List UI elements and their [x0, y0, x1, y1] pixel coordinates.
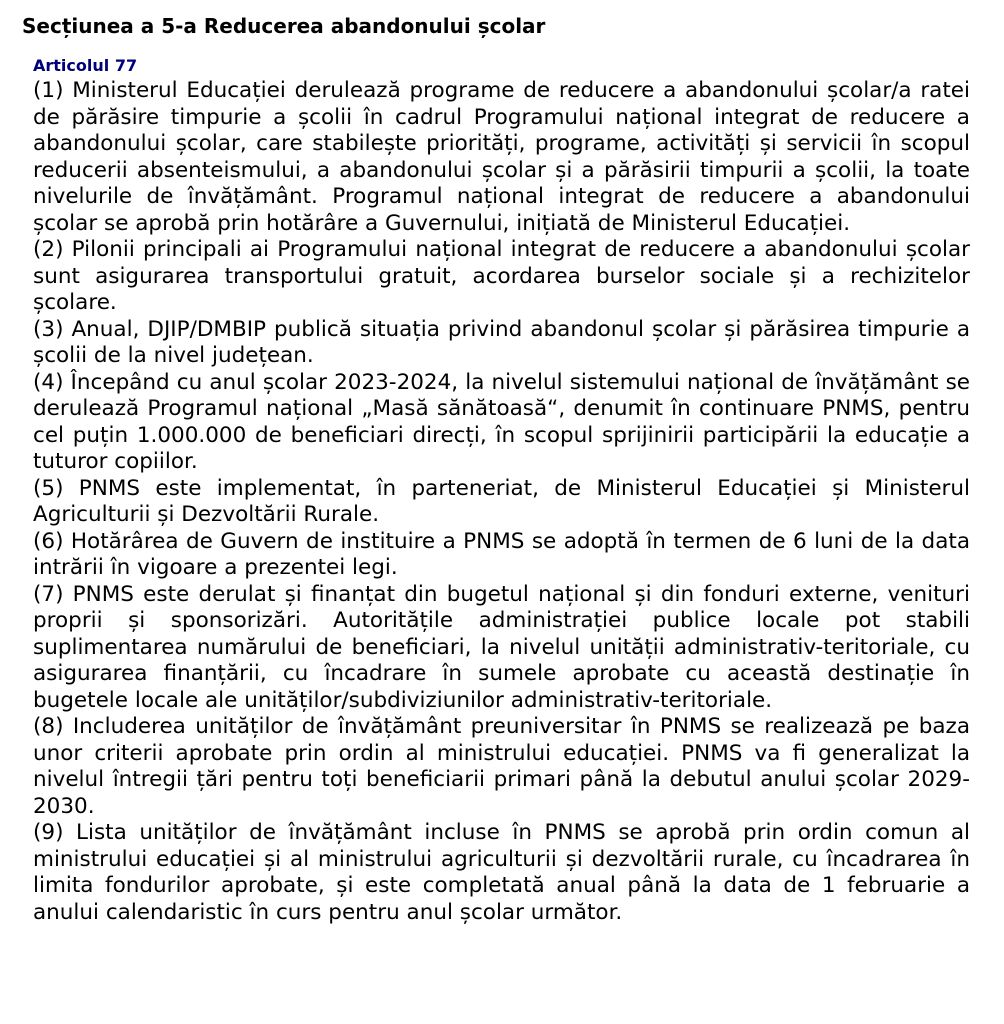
section-title: Secțiunea a 5-a Reducerea abandonului școlar [22, 14, 546, 38]
paragraph-4: (4) Începând cu anul școlar 2023-2024, la nivelul sistemului național de învățământ se derulează Programul național „Masă sănătoasă“, denumit în continuare PNMS, pentru cel puțin 1.000.000 de beneficiari direcți, în scopul sprijinirii participării la educație a tuturor copiilor. [33, 369, 970, 474]
paragraph-8: (8) Includerea unităților de învățământ preuniversitar în PNMS se realizează pe baza unor criterii aprobate prin ordin al ministrului educației. PNMS va fi generalizat la nivelul întregii țări pentru toți beneficiarii primari până la debutul anului școlar 2029-2030. [33, 714, 970, 819]
paragraph-1: (1) Ministerul Educației derulează programe de reducere a abandonului școlar/a ratei de părăsire timpurie a școlii în cadrul Programului național integrat de reducere a abandonului școlar, care stabilește priorități, programe, activități și servicii în scopul reducerii absenteismului, a abandonului școlar și a părăsirii timpurii a școlii, la toate nivelurile de învățământ. Programul național integrat de reducere a abandonului școlar se aprobă prin hotărâre a Guvernului, inițiată de Ministerul Educației. [33, 78, 970, 236]
paragraph-5: (5) PNMS este implementat, în parteneriat, de Ministerul Educației și Ministerul Agriculturii și Dezvoltării Rurale. [33, 475, 970, 527]
paragraph-9: (9) Lista unităților de învățământ incluse în PNMS se aprobă prin ordin comun al ministrului educației și al ministrului agriculturii și dezvoltării rurale, cu încadrarea în limita fondurilor aprobate, și este completată anual până la data de 1 februarie a anului calendaristic în curs pentru anul școlar următor. [33, 820, 970, 925]
paragraph-7: (7) PNMS este derulat și finanțat din bugetul național și din fonduri externe, venituri proprii și sponsorizări. Autoritățile administrației publice locale pot stabili suplimentarea numărului de beneficiari, la nivelul unității administrativ-teritoriale, cu asigurarea finanțării, cu încadrare în sumele aprobate cu această destinație în bugetele locale ale unităților/subdiviziunilor administrativ-teritoriale. [33, 581, 970, 713]
paragraph-3: (3) Anual, DJIP/DMBIP publică situația privind abandonul școlar și părăsirea timpurie a școlii de la nivel județean. [33, 316, 970, 368]
paragraph-2: (2) Pilonii principali ai Programului național integrat de reducere a abandonului școlar sunt asigurarea transportului gratuit, acordarea burselor sociale și a rechizitelor școlare. [33, 237, 970, 315]
paragraph-6: (6) Hotărârea de Guvern de instituire a PNMS se adoptă în termen de 6 luni de la data intrării în vigoare a prezentei legi. [33, 528, 970, 580]
article-body [33, 78, 970, 926]
article-title: Articolul 77 [33, 56, 138, 75]
